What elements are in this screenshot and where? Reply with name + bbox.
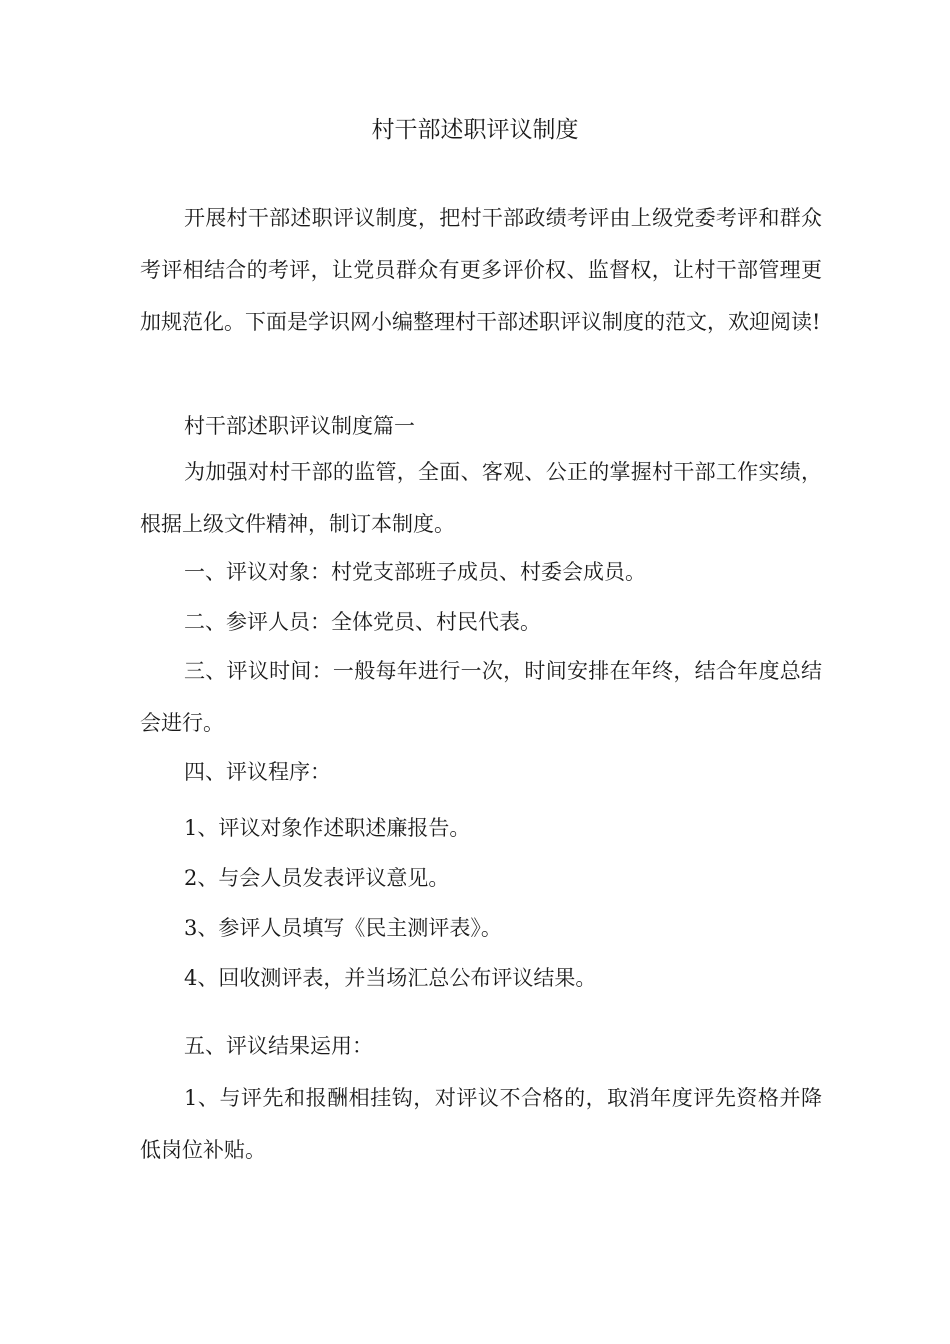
clause-evaluation-time: 三、评议时间：一般每年进行一次，时间安排在年终，结合年度总结会进行。 — [140, 659, 822, 735]
procedure-step: 4、回收测评表，并当场汇总公布评议结果。 — [184, 966, 597, 990]
procedure-step: 3、参评人员填写《民主测评表》。 — [184, 916, 502, 940]
clause-procedure-heading: 四、评议程序： — [184, 760, 331, 784]
purpose-paragraph: 为加强对村干部的监管，全面、客观、公正的掌握村干部工作实绩，根据上级文件精神，制订本制度。 — [140, 460, 822, 536]
section-heading: 村干部述职评议制度篇一 — [184, 414, 415, 438]
clause-evaluation-target: 一、评议对象：村党支部班子成员、村委会成员。 — [184, 560, 646, 584]
results-item: 1、与评先和报酬相挂钩，对评议不合格的，取消年度评先资格并降低岗位补贴。 — [140, 1086, 822, 1162]
intro-paragraph: 开展村干部述职评议制度，把村干部政绩考评由上级党委考评和群众考评相结合的考评，让党员群众有更多评价权、监督权，让村干部管理更加规范化。下面是学识网小编整理村干部述职评议制度的范文，欢迎阅读! — [140, 206, 822, 334]
procedure-step: 1、评议对象作述职述廉报告。 — [184, 816, 471, 840]
results-heading: 五、评议结果运用： — [184, 1034, 373, 1058]
document-title: 村干部述职评议制度 — [371, 117, 579, 143]
procedure-step: 2、与会人员发表评议意见。 — [184, 866, 450, 890]
clause-participants: 二、参评人员：全体党员、村民代表。 — [184, 610, 541, 634]
